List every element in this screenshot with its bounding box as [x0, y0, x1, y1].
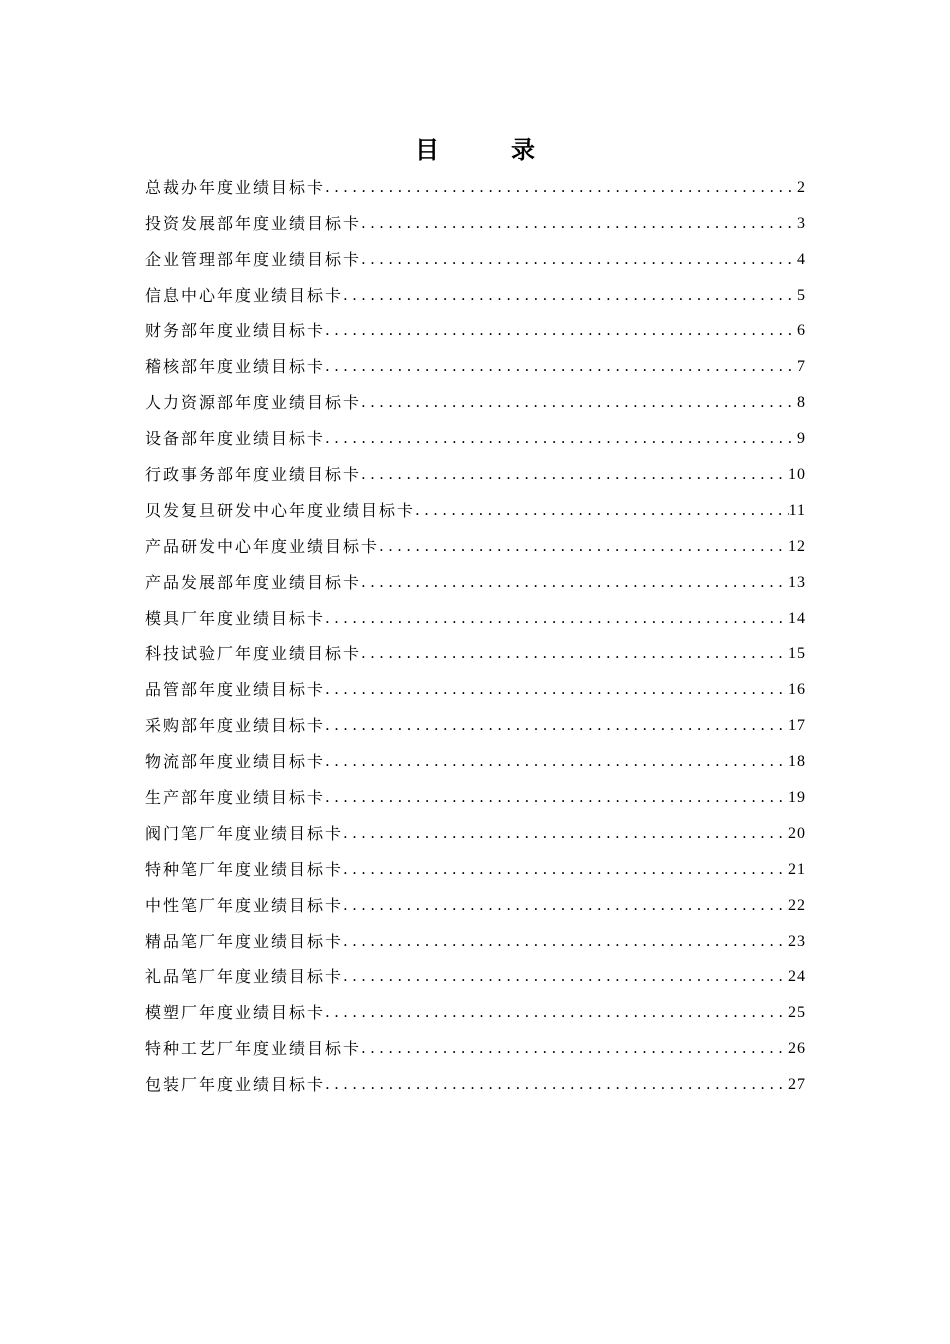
- toc-dot-leader: [325, 169, 797, 205]
- toc-entry-label: 中性笔厂年度业绩目标卡: [145, 895, 344, 915]
- toc-entry-label: 生产部年度业绩目标卡: [145, 788, 326, 808]
- toc-entry-label: 品管部年度业绩目标卡: [145, 680, 326, 700]
- toc-entry-page-number: 17: [788, 717, 806, 735]
- toc-entry[interactable]: [145, 349, 806, 385]
- toc-entry[interactable]: [145, 206, 806, 242]
- toc-entry[interactable]: [145, 529, 806, 565]
- toc-dot-leader: [325, 420, 797, 456]
- toc-dot-leader: [361, 456, 788, 492]
- toc-entry-label: 财务部年度业绩目标卡: [145, 321, 326, 341]
- toc-dot-leader: [343, 815, 788, 851]
- toc-entry[interactable]: [145, 1067, 806, 1103]
- toc-dot-leader: [361, 635, 788, 671]
- toc-entry-page-number: 25: [788, 1004, 806, 1022]
- toc-entry[interactable]: [145, 170, 806, 206]
- toc-entry-page-number: 12: [788, 537, 806, 555]
- toc-entry-label: 产品研发中心年度业绩目标卡: [145, 536, 380, 556]
- toc-dot-leader: [343, 923, 788, 959]
- toc-entry[interactable]: [145, 493, 806, 529]
- toc-entry[interactable]: [145, 565, 806, 601]
- toc-entry-page-number: 15: [788, 645, 806, 663]
- toc-entry-page-number: 22: [788, 896, 806, 914]
- toc-entry-page-number: 3: [797, 214, 806, 232]
- toc-entry-page-number: 14: [788, 609, 806, 627]
- toc-dot-leader: [361, 564, 788, 600]
- toc-dot-leader: [325, 743, 788, 779]
- toc-entry-label: 特种工艺厂年度业绩目标卡: [145, 1039, 362, 1059]
- toc-entry[interactable]: [145, 314, 806, 350]
- toc-dot-leader: [325, 1066, 788, 1102]
- toc-entry-page-number: 10: [788, 466, 806, 484]
- toc-entry-label: 企业管理部年度业绩目标卡: [145, 249, 362, 269]
- toc-dot-leader: [361, 384, 797, 420]
- toc-dot-leader: [343, 851, 788, 887]
- toc-entry-label: 产品发展部年度业绩目标卡: [145, 572, 362, 592]
- toc-entry-page-number: 26: [788, 1040, 806, 1058]
- toc-entry-page-number: 6: [797, 322, 806, 340]
- toc-dot-leader: [415, 492, 789, 528]
- toc-entry[interactable]: [145, 888, 806, 924]
- toc-entry-page-number: 5: [797, 286, 806, 304]
- toc-entry-label: 阀门笔厂年度业绩目标卡: [145, 823, 344, 843]
- toc-entry-page-number: 21: [788, 860, 806, 878]
- toc-entry-label: 行政事务部年度业绩目标卡: [145, 465, 362, 485]
- toc-entry[interactable]: [145, 672, 806, 708]
- toc-entry[interactable]: [145, 780, 806, 816]
- toc-entry-label: 科技试验厂年度业绩目标卡: [145, 644, 362, 664]
- toc-entry-label: 物流部年度业绩目标卡: [145, 752, 326, 772]
- toc-entry-page-number: 7: [797, 358, 806, 376]
- toc-entry-page-number: 24: [788, 968, 806, 986]
- toc-dot-leader: [325, 600, 788, 636]
- toc-entry-page-number: 20: [788, 824, 806, 842]
- toc-entry[interactable]: [145, 242, 806, 278]
- toc-dot-leader: [343, 958, 788, 994]
- toc-entry-label: 采购部年度业绩目标卡: [145, 716, 326, 736]
- toc-entry-label: 总裁办年度业绩目标卡: [145, 177, 326, 197]
- toc-entry-label: 精品笔厂年度业绩目标卡: [145, 931, 344, 951]
- toc-entry[interactable]: [145, 708, 806, 744]
- toc-entry[interactable]: [145, 601, 806, 637]
- toc-entry-label: 贝发复旦研发中心年度业绩目标卡: [145, 500, 416, 520]
- toc-dot-leader: [325, 312, 797, 348]
- toc-entry[interactable]: [145, 744, 806, 780]
- toc-entry-page-number: 18: [788, 753, 806, 771]
- toc-entry[interactable]: [145, 1031, 806, 1067]
- toc-entry-page-number: 16: [788, 681, 806, 699]
- toc-entry-label: 人力资源部年度业绩目标卡: [145, 393, 362, 413]
- toc-entry[interactable]: [145, 816, 806, 852]
- toc-dot-leader: [343, 887, 788, 923]
- toc-entry-page-number: 27: [788, 1076, 806, 1094]
- toc-entry-page-number: 2: [797, 178, 806, 196]
- toc-dot-leader: [361, 1030, 788, 1066]
- page-title: 目 录: [415, 136, 559, 164]
- toc-entry[interactable]: [145, 960, 806, 996]
- toc-entry-label: 稽核部年度业绩目标卡: [145, 357, 326, 377]
- toc-dot-leader: [325, 779, 788, 815]
- toc-entry[interactable]: [145, 637, 806, 673]
- toc-entry-label: 投资发展部年度业绩目标卡: [145, 213, 362, 233]
- toc-entry-page-number: 19: [788, 789, 806, 807]
- toc-entry-page-number: 9: [797, 430, 806, 448]
- toc-entry[interactable]: [145, 457, 806, 493]
- toc-entry-label: 包装厂年度业绩目标卡: [145, 1075, 326, 1095]
- toc-entry-label: 模塑厂年度业绩目标卡: [145, 1003, 326, 1023]
- toc-dot-leader: [325, 348, 797, 384]
- toc-entry[interactable]: [145, 385, 806, 421]
- toc-dot-leader: [379, 528, 788, 564]
- toc-dot-leader: [361, 205, 797, 241]
- toc-entry-page-number: 13: [788, 573, 806, 591]
- toc-dot-leader: [325, 671, 788, 707]
- toc-dot-leader: [325, 707, 788, 743]
- toc-entry-label: 特种笔厂年度业绩目标卡: [145, 859, 344, 879]
- toc-entry-page-number: 11: [788, 501, 806, 519]
- toc-entry[interactable]: [145, 421, 806, 457]
- toc-entry-page-number: 4: [797, 250, 806, 268]
- toc-entry-label: 设备部年度业绩目标卡: [145, 429, 326, 449]
- toc-dot-leader: [325, 994, 788, 1030]
- toc-entry[interactable]: [145, 852, 806, 888]
- toc-entry-page-number: 8: [797, 394, 806, 412]
- table-of-contents: [145, 170, 806, 1103]
- toc-entry-label: 礼品笔厂年度业绩目标卡: [145, 967, 344, 987]
- toc-dot-leader: [361, 241, 797, 277]
- toc-entry-label: 信息中心年度业绩目标卡: [145, 285, 344, 305]
- toc-entry-label: 模具厂年度业绩目标卡: [145, 608, 326, 628]
- toc-entry-page-number: 23: [788, 932, 806, 950]
- toc-entry[interactable]: [145, 995, 806, 1031]
- toc-entry[interactable]: [145, 924, 806, 960]
- toc-entry[interactable]: [145, 278, 806, 314]
- toc-dot-leader: [343, 277, 797, 313]
